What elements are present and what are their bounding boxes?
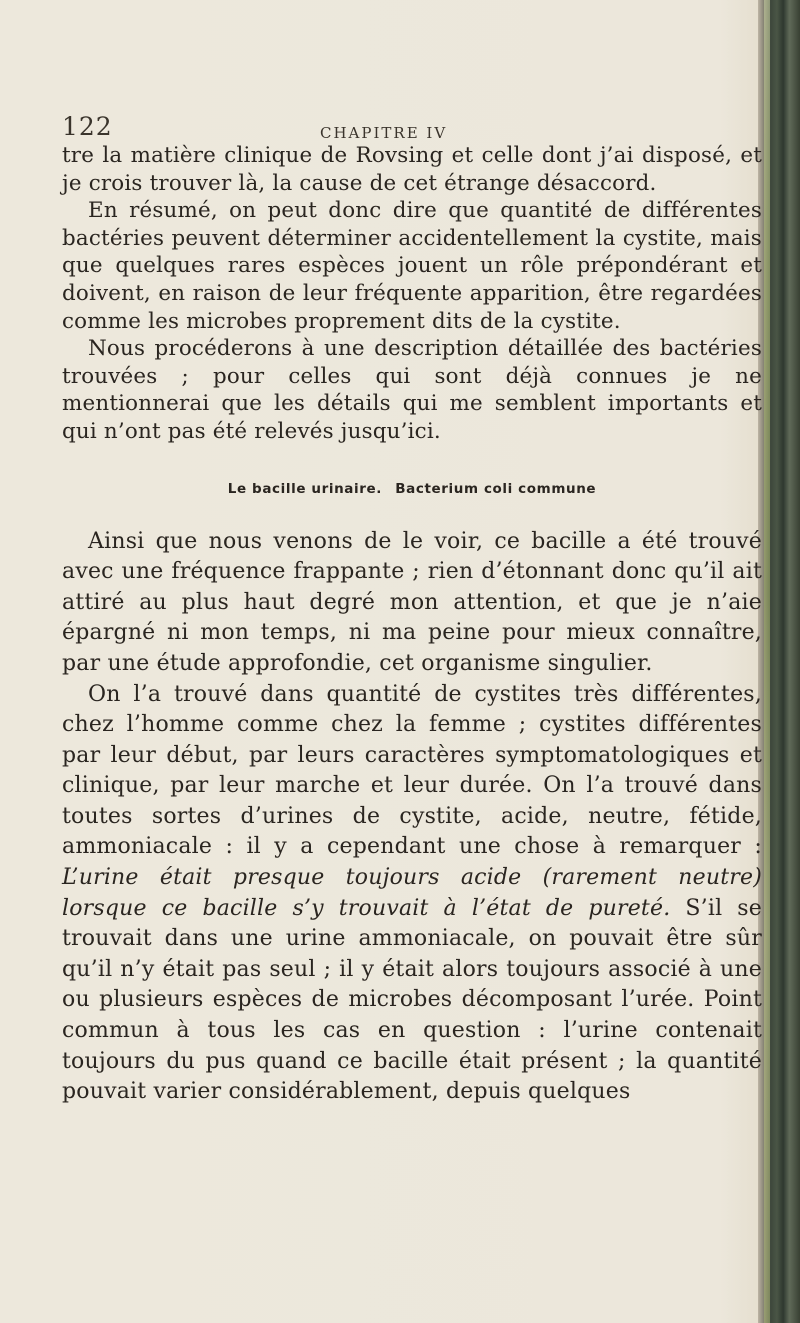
paragraph-frequency: Ainsi que nous venons de le voir, ce bacille a été trouvé avec une fréquence frappante ; rien d’étonnant donc qu’il ait attiré au plus haut degré mon attention, et que je n’aie épargné ni mon temps, ni ma peine pour mieux connaître, par une étude approfondie, cet organisme singulier.	[62, 528, 762, 676]
section-title	[62, 481, 762, 497]
page-header	[62, 108, 762, 142]
paragraph-observations	[62, 680, 762, 1108]
paragraph-continuation: tre la matière clinique de Rovsing et celle dont j’ai disposé, et je crois trouver là, la cause de cet étrange désaccord.	[62, 143, 762, 196]
section-title-main: Le bacille urinaire.	[227, 480, 382, 497]
page-edge-highlight	[764, 0, 770, 1323]
paragraph-summary: En résumé, on peut donc dire que quantité de différentes bactéries peuvent déterminer accidentellement la cystite, mais que quelques rares espèces jouent un rôle prépondérant et doivent, en raison de leur fréquente apparition, être regardées comme les microbes proprement dits de la cystite.	[62, 198, 762, 334]
running-head: CHAPITRE IV	[320, 124, 448, 142]
page-number: 122	[62, 112, 113, 141]
paragraph-observations-end: S’il se trouvait dans une urine ammoniacale, on pouvait être sûr qu’il n’y était pas seul ; il y était alors toujours associé à une ou plusieurs espèces de microbes décomposant l’urée. Point commun à tous les cas en question : l’urine contenait toujours du pus quand ce bacille était présent ; la quantité pouvait varier considérablement, depuis quelques	[62, 895, 762, 1105]
text-block	[62, 108, 762, 1108]
paragraph-observations-start: On l’a trouvé dans quantité de cystites très différentes, chez l’homme comme chez la femme ; cystites différentes par leur début, par leurs caractères symptomatologiques et clinique, par leur marche et leur durée. On l’a trouvé dans toutes sortes d’urines de cystite, acide, neutre, fétide, ammoniacale : il y a cependant une chose à remarquer :	[62, 681, 762, 860]
paragraph-plan: Nous procéderons à une description détaillée des bactéries trouvées ; pour celles qui sont déjà connues je ne mentionnerai que les détails qui me semblent importants et qui n’ont pas été relevés jusqu’ici.	[62, 336, 762, 444]
section-title-species: Bacterium coli commune	[395, 480, 597, 497]
paragraph-observations-italic: L’urine était presque toujours acide (rarement neutre) lorsque ce bacille s’y trouvait à l’état de pureté.	[62, 865, 762, 921]
